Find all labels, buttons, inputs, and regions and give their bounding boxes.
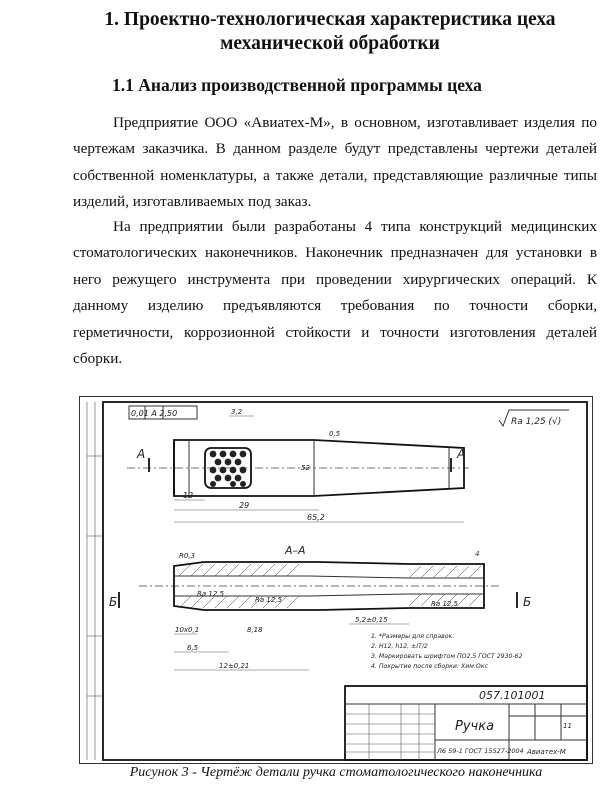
dim-angle: 0,5	[329, 430, 341, 438]
paragraph-1: Предприятие ООО «Авиатех-М», в основном, изготавливает изделия по чертежам заказчика. В данном разделе будут представлены чертежи деталей собственной номенклатуры, а также детали, представляющие различные типы изделий, изготавливаемых под заказ.	[73, 114, 597, 211]
paragraph-2: На предприятии были разработаны 4 типа конструкций медицинских стоматологических наконечников. Наконечник предназначен для установки в него режущего инструмента при проведении хирургических операций. К данному изделию предъявляются требования по точности сборки, герметичности, коррозионной стойкости и точности изготовления деталей сборки.	[73, 218, 597, 368]
dim-5-2: 5,2±0,15	[355, 616, 388, 624]
dim-thread: 10x0,1	[175, 626, 200, 634]
sheet-count: 11	[563, 722, 572, 730]
section-view	[109, 544, 531, 670]
dim-6-5: 6,5	[187, 644, 199, 652]
dim-radius: R0,3	[179, 552, 195, 560]
note-2: 2. H12, h12, ±IT/2	[371, 643, 428, 650]
ra-label-2: Ra 12,5	[255, 596, 282, 604]
page-title: 1. Проектно-технологическая характеристика цеха механической обработки	[104, 9, 556, 54]
dim-12: 12	[183, 491, 194, 500]
main-view	[127, 408, 469, 522]
section-label-b-right: Б	[523, 595, 532, 609]
note-1: 1. *Размеры для справок.	[371, 633, 455, 640]
dim-4: 4	[475, 550, 480, 558]
drawing-border	[80, 397, 593, 764]
section-heading: 1.1 Анализ производственной программы цеха	[112, 75, 482, 95]
technical-drawing	[79, 396, 593, 764]
note-3: 3. Маркировать шрифтом ПО2,5 ГОСТ 2930-62	[371, 653, 523, 660]
tolerance-text: 0,01 A 2,50	[131, 409, 178, 418]
dim-top: 3,2	[231, 408, 243, 416]
technical-notes	[371, 633, 523, 670]
material: Л6 59-1 ГОСТ 15527-2004	[437, 747, 524, 755]
ra-label-1: Ra 12,5	[197, 590, 224, 598]
company-name: Авиатех-М	[527, 748, 566, 756]
section-title: А–А	[285, 544, 306, 557]
knurl-pattern	[210, 451, 247, 487]
roughness-label: Ra 1,25 (√)	[511, 417, 562, 427]
section-label-a-left: А	[137, 447, 146, 461]
dim-diameter: 52	[301, 464, 310, 472]
title-block	[345, 686, 587, 760]
note-4: 4. Покрытие после сборки: Хим.Окс	[371, 663, 488, 670]
ra-label-3: Ra 12,5	[431, 600, 458, 608]
dim-12-021: 12±0,21	[219, 662, 250, 670]
dim-length: 65,2	[307, 513, 325, 522]
figure-caption: Рисунок 3 - Чертёж детали ручка стоматологического наконечника	[129, 765, 543, 780]
part-name: Ручка	[455, 719, 495, 734]
stamp-code: 057.101001	[479, 689, 546, 702]
section-label-b-left: Б	[109, 595, 118, 609]
dim-8-18: 8,18	[247, 626, 263, 634]
dim-29: 29	[239, 501, 250, 510]
section-label-a-right: А	[457, 447, 466, 461]
